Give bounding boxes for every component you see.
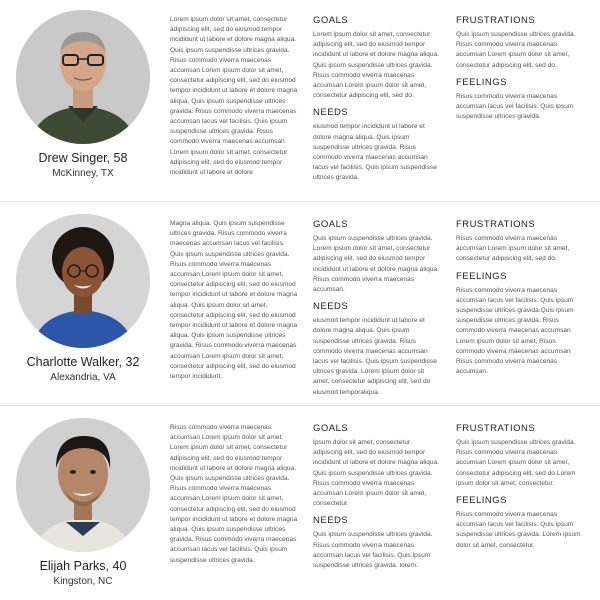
feelings-heading: FEELINGS: [456, 270, 507, 282]
goals-text: Ipsum dolor sit amet, consectetur adipiscing elit, sed do eiusmod tempor incididunt ut labore et dolore magna aliqua. Quis ipsum suspendisse ultrices gravida. Risus commodo viverra maecenas accumsan Lorem ipsum dolor sit amet, consectetur.: [313, 439, 440, 508]
frustrations-heading: FRUSTRATIONS: [456, 423, 536, 434]
persona-card: [0, 204, 600, 408]
persona-name: Charlotte Walker, 32: [26, 355, 140, 369]
avatar: [16, 10, 150, 144]
persona-location: Alexandria, VA: [50, 372, 116, 383]
persona-name: Drew Singer, 58: [38, 151, 128, 165]
goals-heading: GOALS: [313, 15, 349, 26]
persona-bio: Lorem ipsum dolor sit amet, consectetur adipiscing elit, sed do eiusmod tempor incididunt ut labore et dolore magna aliqua. Quis ipsum suspendisse ultrices gravida. Risus commodo viverra maecenas accumsan Lorem ipsum dolor sit amet, consectetur adipiscing elit, sed do eiusmod tempor incididunt ut labore et dolore magna aliqua. Quis ipsum suspendisse ultrices gravida. Risus commodo viverra maecenas accumsan lacus vel facilisis. Quis ipsum suspendisse ultrices gravida. Risus commodo viverra maecenas accumsan Lorem ipsum dolor sit amet, consectetur adipiscing elit, sed do eiusmod tempor incididunt ut labore et dolore: [170, 16, 298, 177]
avatar: [16, 214, 150, 348]
goals-needs-column: [313, 15, 441, 190]
frustrations-text: Risus commodo viverra maecenas accumsan Lorem ipsum dolor sit amet, consectetur adipiscing elit, sed do.: [456, 235, 570, 263]
divider: [0, 405, 600, 406]
persona-bio: Magna aliqua. Quis ipsum suspendisse ultrices gravida. Risus commodo viverra maecenas accumsan lacus vel facilisis. Quis ipsum suspendisse ultrices gravida. Risus commodo viverra maecenas accumsan Lorem ipsum dolor sit amet, consectetur adipiscing elit, sed do eiusmod tempor incididunt ut labore et dolore magna aliqua. Quis ipsum dolor sit amet, consectetur adipiscing elit, sed do eiusmod tempor incididunt ut labore et dolore magna aliqua. Quis ipsum suspendisse ultrices gravida. Risus commodo viverra maecenas accumsan Lorem ipsum dolor sit amet, consectetur adipiscing elit, sed do eiusmod tempor incididunt.: [170, 220, 298, 381]
needs-heading: NEEDS: [313, 107, 349, 119]
goals-text: Quis ipsum suspendisse ultrices gravida. Lorem ipsum dolor sit amet, consectetur adipiscing elit, sed do eiusmod tempor incididunt ut labore et dolore magna aliqua. Risus commodo viverra maecenas accumsan.: [313, 235, 440, 294]
persona-card: [0, 0, 600, 204]
frustrations-text: Quis ipsum suspendisse ultrices gravida. Risus commodo viverra maecenas accumsan Lorem ipsum dolor sit amet, consectetur adipiscing elit, sed do.: [456, 31, 576, 69]
persona-bio: Risus commodo viverra maecenas accumsan Lorem ipsum dolor sit amet. Lorem ipsum dolor sit amet, consectetur adipiscing elit, sed do eiusmod tempor incididunt ut labore et dolore magna aliqua. Quis ipsum suspendisse ultrices gravida. Risus commodo viverra maecenas accumsan Lorem ipsum dolor sit amet, consectetur adipiscing elit, sed do eiusmod tempor incididunt ut labore et dolore magna aliqua. Quis ipsum suspendisse ultrices gravida. Risus commodo viverra maecenas accumsan lacus vel facilisis. Quis ipsum suspendisse ultrices gravida.: [170, 424, 298, 564]
frustrations-feelings-column: [456, 219, 586, 383]
goals-heading: GOALS: [313, 423, 349, 434]
avatar-portrait-elijah: [16, 418, 150, 552]
persona-location: Kingston, NC: [53, 576, 113, 587]
goals-heading: GOALS: [313, 219, 349, 230]
goals-needs-column: [313, 219, 441, 404]
frustrations-heading: FRUSTRATIONS: [456, 219, 536, 230]
needs-heading: NEEDS: [313, 515, 349, 527]
avatar-portrait-drew: [16, 10, 150, 144]
goals-needs-column: [313, 423, 441, 577]
avatar-portrait-charlotte: [16, 214, 150, 348]
frustrations-heading: FRUSTRATIONS: [456, 15, 536, 26]
feelings-text: Risus commodo viverra maecenas accumsan lacus vel facilisis. Quis ipsum suspendisse ultrices gravida. Lorem ipsum dolor sit amet, consectetur.: [456, 511, 581, 549]
frustrations-feelings-column: [456, 423, 586, 557]
divider: [0, 201, 600, 202]
persona-name: Elijah Parks, 40: [39, 559, 127, 573]
needs-heading: NEEDS: [313, 301, 349, 313]
persona-location: McKinney, TX: [52, 168, 114, 179]
avatar: [16, 418, 150, 552]
feelings-text: Risus commodo viverra maecenas accumsan lacus vel facilisis. Quis ipsum suspendisse ultrices gravida.Quis ipsum suspendisse ultrices gravida. Risus commodo viverra maecenas accumsan Lorem ipsum dolor sit amet, Risus commodo viverra maecenas accumsan Risus commodo viverra maecenas accumsan.: [456, 286, 574, 376]
frustrations-feelings-column: [456, 15, 586, 128]
goals-text: Lorem ipsum dolor sit amet, consectetur adipiscing elit, sed do eiusmod tempor incididunt ut labore et dolore magna aliqua. Quis ipsum suspendisse ultrices gravida. Risus commodo viverra maecenas accumsan Lorem ipsum dolor sit amet, consectetur adipiscing elit, sed do.: [313, 31, 440, 100]
needs-text: eiusmod tempor incididunt ut labore et dolore magna aliqua. Quis ipsum suspendisse ultrices gravida. Risus commodo viverra maecenas accumsan lacus vel facilisis. Quis ipsum suspendisse ultrices gravida. Lorem ipsum dolor sit amet, consectetur adipiscing elit, sed do eiusmod temporaliqua.: [313, 317, 437, 396]
feelings-heading: FEELINGS: [456, 495, 507, 507]
frustrations-text: Quis ipsum suspendisse ultrices gravida. Risus commodo viverra maecenas accumsan Lorem ipsum dolor sit amet, consectetur adipiscing elit, sed do.Lorem ipsum dolor sit amet, consectetur.: [456, 439, 576, 487]
needs-text: Quis ipsum suspendisse ultrices gravida. Risus commodo viverra maecenas accumsan lacus vel facilisis. Quis ipsum suspendisse ultrices gravida. lorem.: [313, 531, 433, 570]
needs-text: eiusmod tempor incididunt ut labore et dolore magna aliqua. Quis ipsum suspendisse ultrices gravida. Risus commodo viverra maecenas accumsan lacus vel facilisis. Quis ipsum suspendisse ultrices gravida.: [313, 123, 437, 182]
persona-card: [0, 408, 600, 600]
feelings-text: Risus commodo viverra maecenas accumsan lacus vel facilisis. Quis ipsum suspendisse ultrices gravida.: [456, 92, 574, 121]
feelings-heading: FEELINGS: [456, 76, 507, 88]
